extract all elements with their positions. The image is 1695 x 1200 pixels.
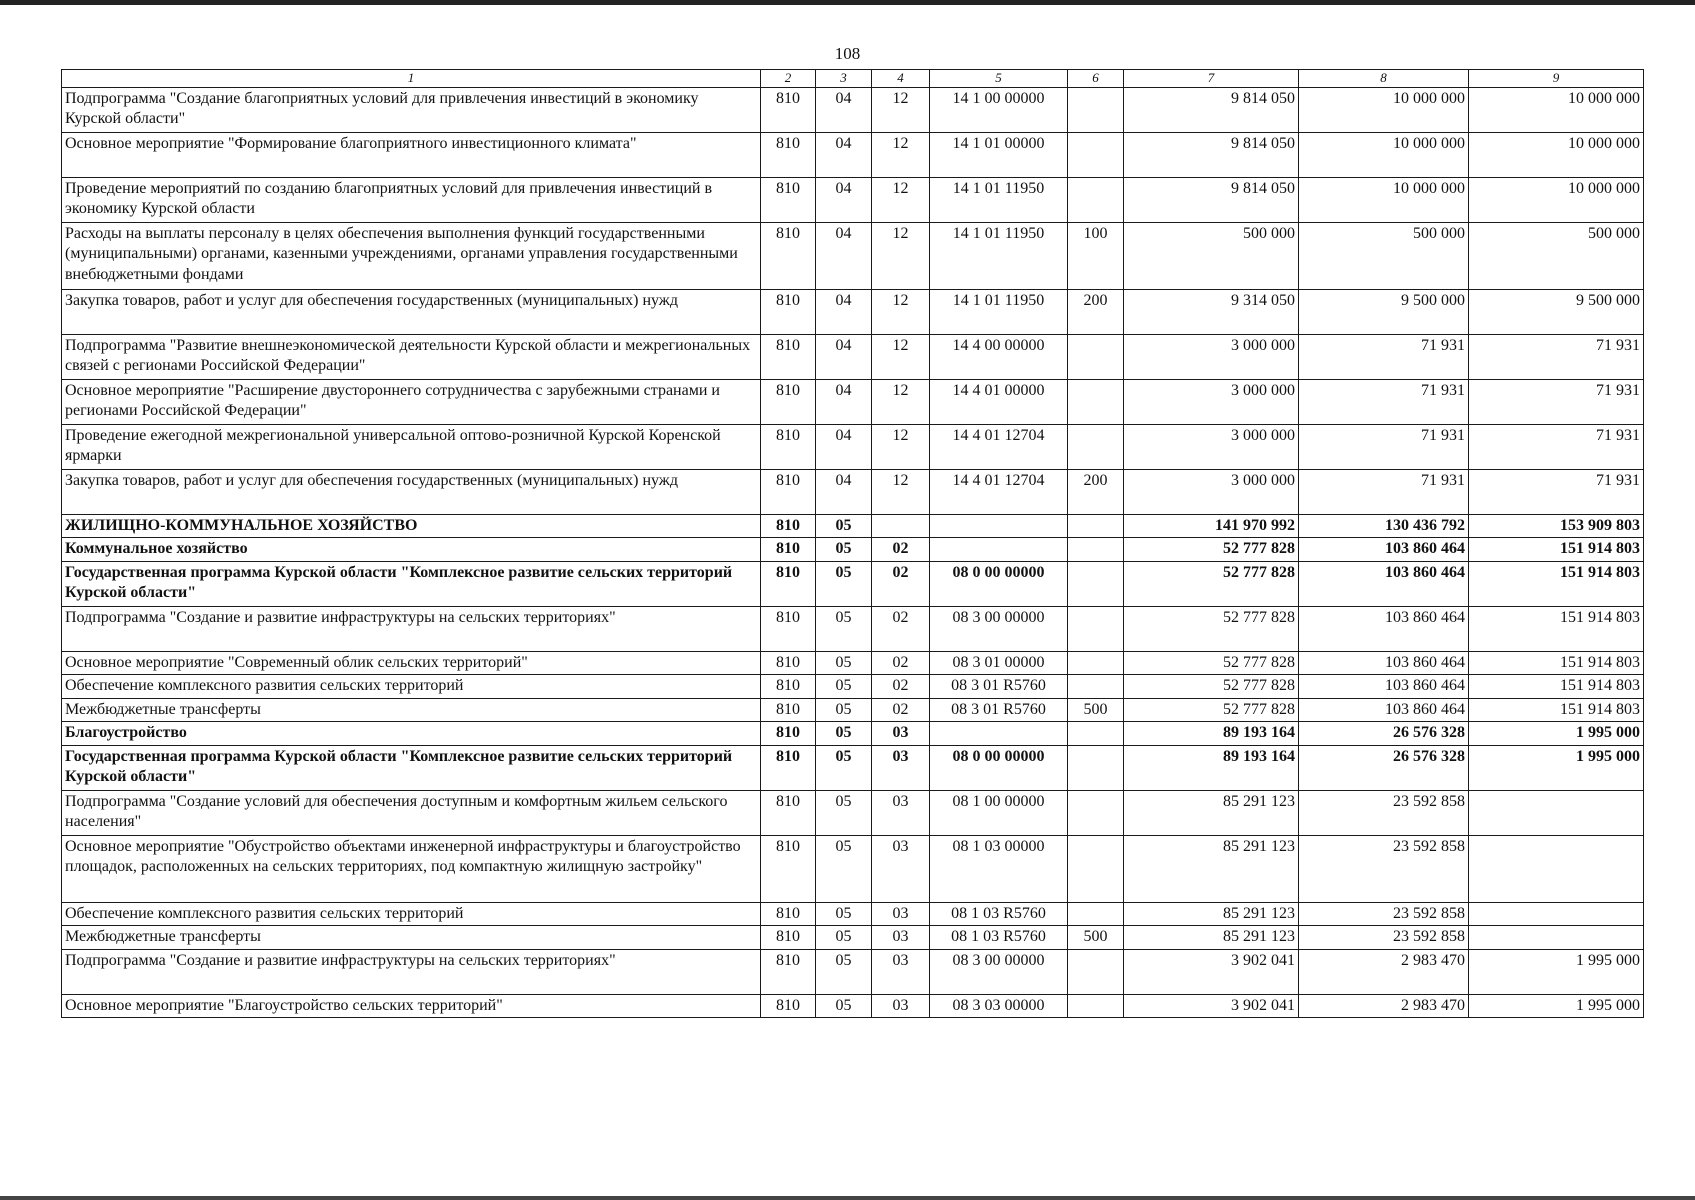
amount-col7: 141 970 992 (1124, 515, 1299, 538)
amount-col9: 10 000 000 (1469, 178, 1644, 223)
code-target-article: 14 4 01 12704 (930, 470, 1068, 515)
code-expense-type (1068, 994, 1124, 1017)
amount-col9: 153 909 803 (1469, 515, 1644, 538)
code-ministry: 810 (761, 722, 816, 745)
code-ministry: 810 (761, 675, 816, 698)
scan-bottom-border (0, 1196, 1695, 1200)
code-section: 04 (816, 223, 872, 290)
amount-col8: 2 983 470 (1299, 994, 1469, 1017)
code-subsection: 03 (872, 994, 930, 1017)
code-subsection: 03 (872, 902, 930, 925)
code-expense-type: 500 (1068, 698, 1124, 721)
table-row (62, 835, 1644, 902)
amount-col7: 52 777 828 (1124, 561, 1299, 606)
code-ministry: 810 (761, 178, 816, 223)
code-target-article: 14 4 01 12704 (930, 425, 1068, 470)
code-subsection: 02 (872, 651, 930, 674)
amount-col8: 26 576 328 (1299, 745, 1469, 790)
col-number: 9 (1469, 70, 1644, 88)
amount-col7: 85 291 123 (1124, 902, 1299, 925)
row-name: Государственная программа Курской области "Комплексное развитие сельских территорий Курской области" (62, 745, 761, 790)
code-expense-type (1068, 949, 1124, 994)
row-name: Межбюджетные трансферты (62, 698, 761, 721)
code-section: 04 (816, 335, 872, 380)
amount-col8: 103 860 464 (1299, 675, 1469, 698)
code-expense-type (1068, 745, 1124, 790)
code-subsection: 12 (872, 425, 930, 470)
code-ministry: 810 (761, 538, 816, 561)
code-expense-type (1068, 380, 1124, 425)
code-expense-type (1068, 561, 1124, 606)
table-row (62, 380, 1644, 425)
code-target-article: 14 1 01 11950 (930, 223, 1068, 290)
code-expense-type (1068, 790, 1124, 835)
code-section: 05 (816, 745, 872, 790)
col-number: 8 (1299, 70, 1469, 88)
row-name: Подпрограмма "Создание благоприятных условий для привлечения инвестиций в экономику Курской области" (62, 88, 761, 133)
amount-col9: 71 931 (1469, 470, 1644, 515)
code-subsection: 02 (872, 561, 930, 606)
code-section: 05 (816, 790, 872, 835)
code-ministry: 810 (761, 561, 816, 606)
amount-col9 (1469, 926, 1644, 949)
code-ministry: 810 (761, 470, 816, 515)
row-name: Закупка товаров, работ и услуг для обеспечения государственных (муниципальных) нужд (62, 470, 761, 515)
col-number: 2 (761, 70, 816, 88)
table-row (62, 698, 1644, 721)
amount-col8: 10 000 000 (1299, 178, 1469, 223)
code-ministry: 810 (761, 290, 816, 335)
row-name: ЖИЛИЩНО-КОММУНАЛЬНОЕ ХОЗЯЙСТВО (62, 515, 761, 538)
code-section: 04 (816, 133, 872, 178)
code-section: 05 (816, 902, 872, 925)
code-target-article: 08 3 00 00000 (930, 949, 1068, 994)
table-row (62, 290, 1644, 335)
code-target-article: 14 1 01 11950 (930, 178, 1068, 223)
code-target-article: 08 3 01 R5760 (930, 698, 1068, 721)
code-section: 05 (816, 675, 872, 698)
amount-col7: 89 193 164 (1124, 722, 1299, 745)
code-subsection: 12 (872, 380, 930, 425)
code-ministry: 810 (761, 698, 816, 721)
amount-col7: 3 902 041 (1124, 949, 1299, 994)
amount-col8: 71 931 (1299, 380, 1469, 425)
row-name: Подпрограмма "Создание и развитие инфраструктуры на сельских территориях" (62, 949, 761, 994)
table-row (62, 606, 1644, 651)
code-target-article: 14 1 01 11950 (930, 290, 1068, 335)
row-name: Основное мероприятие "Благоустройство сельских территорий" (62, 994, 761, 1017)
row-name: Основное мероприятие "Формирование благоприятного инвестиционного климата" (62, 133, 761, 178)
col-number: 1 (62, 70, 761, 88)
code-expense-type (1068, 425, 1124, 470)
code-target-article: 14 1 00 00000 (930, 88, 1068, 133)
code-subsection: 03 (872, 745, 930, 790)
amount-col8: 71 931 (1299, 470, 1469, 515)
code-subsection: 12 (872, 178, 930, 223)
code-section: 05 (816, 994, 872, 1017)
code-subsection: 03 (872, 835, 930, 902)
code-target-article: 14 4 00 00000 (930, 335, 1068, 380)
amount-col8: 23 592 858 (1299, 835, 1469, 902)
column-numbers-row (62, 70, 1644, 88)
code-target-article: 08 3 01 00000 (930, 651, 1068, 674)
code-subsection: 12 (872, 470, 930, 515)
amount-col7: 89 193 164 (1124, 745, 1299, 790)
code-ministry: 810 (761, 651, 816, 674)
code-expense-type: 200 (1068, 290, 1124, 335)
table-row (62, 335, 1644, 380)
code-section: 04 (816, 380, 872, 425)
amount-col8: 9 500 000 (1299, 290, 1469, 335)
code-expense-type: 200 (1068, 470, 1124, 515)
code-ministry: 810 (761, 994, 816, 1017)
code-subsection: 02 (872, 698, 930, 721)
amount-col8: 71 931 (1299, 425, 1469, 470)
amount-col7: 3 000 000 (1124, 470, 1299, 515)
amount-col9 (1469, 902, 1644, 925)
col-number: 4 (872, 70, 930, 88)
code-target-article: 08 1 00 00000 (930, 790, 1068, 835)
table-row (62, 994, 1644, 1017)
code-subsection: 03 (872, 926, 930, 949)
code-section: 04 (816, 470, 872, 515)
code-section: 05 (816, 515, 872, 538)
code-expense-type (1068, 651, 1124, 674)
amount-col8: 23 592 858 (1299, 790, 1469, 835)
amount-col8: 10 000 000 (1299, 88, 1469, 133)
code-ministry: 810 (761, 515, 816, 538)
code-ministry: 810 (761, 425, 816, 470)
col-number: 5 (930, 70, 1068, 88)
code-expense-type (1068, 335, 1124, 380)
code-target-article (930, 722, 1068, 745)
code-target-article: 08 0 00 00000 (930, 745, 1068, 790)
code-expense-type (1068, 835, 1124, 902)
code-ministry: 810 (761, 335, 816, 380)
code-target-article: 08 3 03 00000 (930, 994, 1068, 1017)
code-target-article: 08 1 03 R5760 (930, 902, 1068, 925)
amount-col9: 151 914 803 (1469, 698, 1644, 721)
amount-col8: 103 860 464 (1299, 561, 1469, 606)
code-subsection: 03 (872, 722, 930, 745)
code-section: 04 (816, 290, 872, 335)
code-expense-type (1068, 178, 1124, 223)
code-expense-type (1068, 675, 1124, 698)
table-row (62, 790, 1644, 835)
table-row (62, 902, 1644, 925)
row-name: Коммунальное хозяйство (62, 538, 761, 561)
code-expense-type (1068, 902, 1124, 925)
amount-col9: 10 000 000 (1469, 88, 1644, 133)
row-name: Основное мероприятие "Расширение двустороннего сотрудничества с зарубежными странами и регионами Российской Федерации" (62, 380, 761, 425)
table-row (62, 178, 1644, 223)
code-target-article: 08 1 03 R5760 (930, 926, 1068, 949)
code-ministry: 810 (761, 88, 816, 133)
code-subsection: 12 (872, 335, 930, 380)
table-row (62, 515, 1644, 538)
code-section: 05 (816, 926, 872, 949)
code-section: 05 (816, 538, 872, 561)
amount-col7: 85 291 123 (1124, 926, 1299, 949)
code-ministry: 810 (761, 745, 816, 790)
table-row (62, 651, 1644, 674)
amount-col7: 52 777 828 (1124, 651, 1299, 674)
row-name: Государственная программа Курской области "Комплексное развитие сельских территорий Курской области" (62, 561, 761, 606)
table-row (62, 949, 1644, 994)
table-row (62, 745, 1644, 790)
amount-col7: 3 000 000 (1124, 380, 1299, 425)
table-row (62, 223, 1644, 290)
amount-col7: 3 000 000 (1124, 335, 1299, 380)
table-row (62, 561, 1644, 606)
code-expense-type (1068, 133, 1124, 178)
code-ministry: 810 (761, 902, 816, 925)
amount-col7: 9 314 050 (1124, 290, 1299, 335)
amount-col9: 1 995 000 (1469, 994, 1644, 1017)
code-target-article: 14 1 01 00000 (930, 133, 1068, 178)
amount-col9: 151 914 803 (1469, 538, 1644, 561)
code-subsection: 12 (872, 290, 930, 335)
amount-col9: 1 995 000 (1469, 722, 1644, 745)
code-target-article: 08 3 01 R5760 (930, 675, 1068, 698)
table-row (62, 133, 1644, 178)
table-row (62, 926, 1644, 949)
amount-col9: 500 000 (1469, 223, 1644, 290)
code-expense-type: 100 (1068, 223, 1124, 290)
row-name: Основное мероприятие "Обустройство объектами инженерной инфраструктуры и благоустройство площадок, расположенных на сельских территориях, под компактную жилищную застройку" (62, 835, 761, 902)
code-subsection: 03 (872, 790, 930, 835)
amount-col8: 10 000 000 (1299, 133, 1469, 178)
table-row (62, 88, 1644, 133)
code-subsection: 02 (872, 538, 930, 561)
code-section: 05 (816, 722, 872, 745)
table-row (62, 722, 1644, 745)
amount-col8: 103 860 464 (1299, 606, 1469, 651)
code-section: 05 (816, 698, 872, 721)
amount-col9: 151 914 803 (1469, 675, 1644, 698)
code-section: 05 (816, 835, 872, 902)
code-section: 05 (816, 561, 872, 606)
code-subsection (872, 515, 930, 538)
code-ministry: 810 (761, 380, 816, 425)
code-expense-type (1068, 538, 1124, 561)
amount-col9: 71 931 (1469, 425, 1644, 470)
budget-table (61, 69, 1644, 1018)
amount-col7: 500 000 (1124, 223, 1299, 290)
code-subsection: 12 (872, 223, 930, 290)
table-row (62, 470, 1644, 515)
row-name: Расходы на выплаты персоналу в целях обеспечения выполнения функций государственными (муниципальными) органами, казенными учреждениями, органами управления государственными внебюджетными фондами (62, 223, 761, 290)
code-section: 05 (816, 651, 872, 674)
code-ministry: 810 (761, 790, 816, 835)
code-expense-type (1068, 606, 1124, 651)
amount-col7: 3 902 041 (1124, 994, 1299, 1017)
row-name: Благоустройство (62, 722, 761, 745)
amount-col9: 151 914 803 (1469, 651, 1644, 674)
code-ministry: 810 (761, 926, 816, 949)
table-row (62, 538, 1644, 561)
code-subsection: 12 (872, 88, 930, 133)
scan-top-border (0, 0, 1695, 5)
amount-col7: 9 814 050 (1124, 88, 1299, 133)
amount-col7: 85 291 123 (1124, 835, 1299, 902)
code-ministry: 810 (761, 949, 816, 994)
amount-col9: 71 931 (1469, 380, 1644, 425)
code-target-article (930, 515, 1068, 538)
col-number: 6 (1068, 70, 1124, 88)
row-name: Закупка товаров, работ и услуг для обеспечения государственных (муниципальных) нужд (62, 290, 761, 335)
code-target-article: 08 3 00 00000 (930, 606, 1068, 651)
row-name: Обеспечение комплексного развития сельских территорий (62, 675, 761, 698)
table-row (62, 675, 1644, 698)
row-name: Обеспечение комплексного развития сельских территорий (62, 902, 761, 925)
code-expense-type (1068, 88, 1124, 133)
amount-col9 (1469, 790, 1644, 835)
amount-col8: 23 592 858 (1299, 926, 1469, 949)
amount-col9: 10 000 000 (1469, 133, 1644, 178)
amount-col7: 9 814 050 (1124, 133, 1299, 178)
amount-col8: 26 576 328 (1299, 722, 1469, 745)
amount-col7: 52 777 828 (1124, 538, 1299, 561)
code-section: 05 (816, 949, 872, 994)
amount-col7: 52 777 828 (1124, 606, 1299, 651)
amount-col9 (1469, 835, 1644, 902)
amount-col8: 130 436 792 (1299, 515, 1469, 538)
amount-col8: 103 860 464 (1299, 698, 1469, 721)
amount-col7: 85 291 123 (1124, 790, 1299, 835)
code-subsection: 12 (872, 133, 930, 178)
code-target-article (930, 538, 1068, 561)
code-section: 04 (816, 425, 872, 470)
amount-col9: 9 500 000 (1469, 290, 1644, 335)
code-subsection: 03 (872, 949, 930, 994)
code-expense-type (1068, 722, 1124, 745)
col-number: 3 (816, 70, 872, 88)
code-ministry: 810 (761, 606, 816, 651)
code-ministry: 810 (761, 133, 816, 178)
row-name: Проведение ежегодной межрегиональной универсальной оптово-розничной Курской Коренской ярмарки (62, 425, 761, 470)
code-target-article: 08 1 03 00000 (930, 835, 1068, 902)
amount-col7: 9 814 050 (1124, 178, 1299, 223)
code-expense-type: 500 (1068, 926, 1124, 949)
row-name: Межбюджетные трансферты (62, 926, 761, 949)
code-section: 04 (816, 88, 872, 133)
amount-col8: 103 860 464 (1299, 651, 1469, 674)
code-expense-type (1068, 515, 1124, 538)
code-ministry: 810 (761, 835, 816, 902)
code-subsection: 02 (872, 675, 930, 698)
amount-col7: 3 000 000 (1124, 425, 1299, 470)
code-target-article: 08 0 00 00000 (930, 561, 1068, 606)
amount-col9: 1 995 000 (1469, 949, 1644, 994)
code-section: 04 (816, 178, 872, 223)
code-subsection: 02 (872, 606, 930, 651)
amount-col9: 151 914 803 (1469, 606, 1644, 651)
amount-col7: 52 777 828 (1124, 698, 1299, 721)
row-name: Подпрограмма "Создание и развитие инфраструктуры на сельских территориях" (62, 606, 761, 651)
row-name: Проведение мероприятий по созданию благоприятных условий для привлечения инвестиций в экономику Курской области (62, 178, 761, 223)
row-name: Подпрограмма "Создание условий для обеспечения доступным и комфортным жильем сельского населения" (62, 790, 761, 835)
col-number: 7 (1124, 70, 1299, 88)
amount-col7: 52 777 828 (1124, 675, 1299, 698)
amount-col8: 71 931 (1299, 335, 1469, 380)
code-section: 05 (816, 606, 872, 651)
page-number: 108 (834, 44, 861, 63)
amount-col9: 1 995 000 (1469, 745, 1644, 790)
row-name: Основное мероприятие "Современный облик сельских территорий" (62, 651, 761, 674)
amount-col8: 2 983 470 (1299, 949, 1469, 994)
code-target-article: 14 4 01 00000 (930, 380, 1068, 425)
row-name: Подпрограмма "Развитие внешнеэкономической деятельности Курской области и межрегиональных связей с регионами Российской Федерации" (62, 335, 761, 380)
table-row (62, 425, 1644, 470)
code-ministry: 810 (761, 223, 816, 290)
amount-col8: 23 592 858 (1299, 902, 1469, 925)
amount-col9: 151 914 803 (1469, 561, 1644, 606)
amount-col8: 500 000 (1299, 223, 1469, 290)
amount-col9: 71 931 (1469, 335, 1644, 380)
amount-col8: 103 860 464 (1299, 538, 1469, 561)
